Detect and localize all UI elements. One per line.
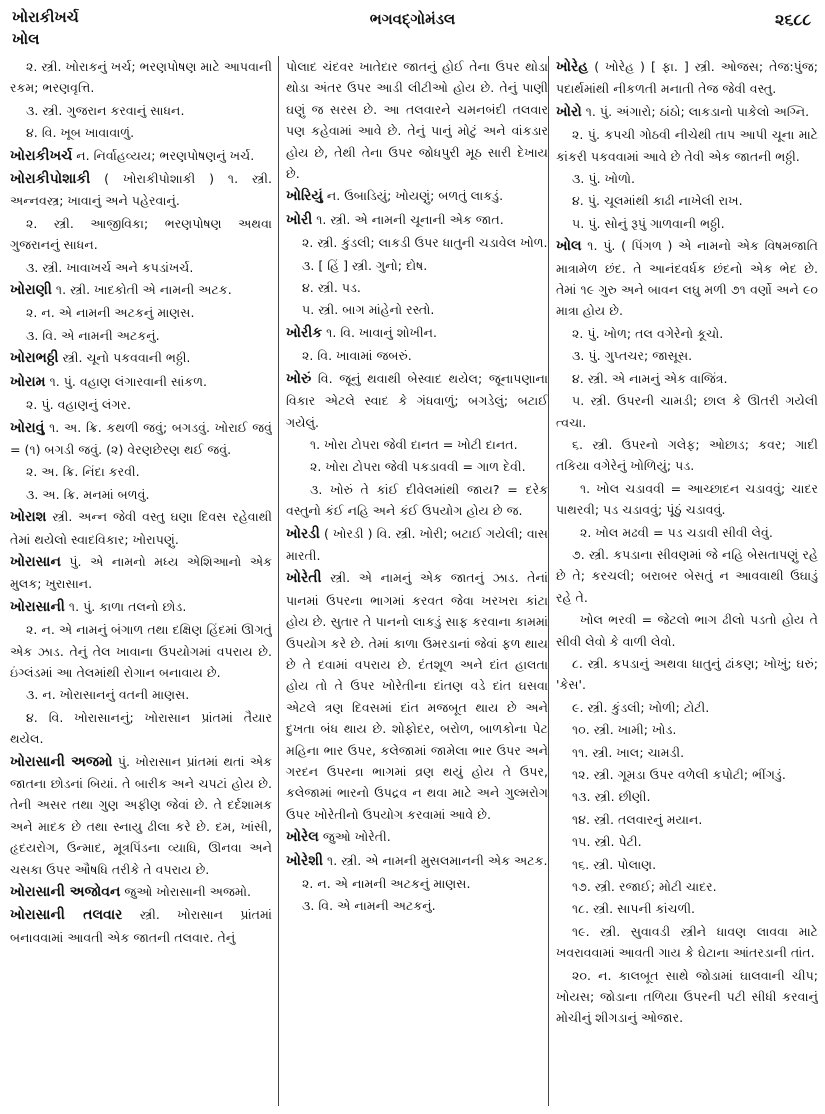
headword: ખોરો: [556, 103, 582, 120]
entry-sense: [556, 390, 818, 433]
definition-text: ૨. ન. એ નામની અટકનું માણસ.: [26, 305, 195, 321]
entry-sense: [286, 232, 548, 253]
entry-sense: [556, 854, 818, 875]
entry-sense: [286, 434, 548, 455]
definition-text: ૧૫. સ્ત્રી. પેટી.: [572, 834, 642, 850]
definition-text: પું. ખોરાસાન પ્રાંતમાં થતાં એક જાતના છોડનાં બિયાં. તે બારીક અને ચપટાં હોય છે. તેની અસર તથા ગુણ અફીણ જેવાં છે. તે દર્દશામક અને માદક છે તથા સ્નાયુ ઢીલા કરે છે. દમ, ખાંસી, હૃદયરોગ, ઉન્માદ, મૂત્રપિંડના વ્યાધિ, ઊનવા અને ચસકા ઉપર ઔષધિ તરીકે તે વપરાય છે.: [10, 753, 272, 877]
definition-text: ૭. સ્ત્રી. કપડાના સીવણમાં જે નહિ બેસતાપણું રહે છે તે; કરચલી; બરાબર બેસતું ન આવવાથી ઉઘાડું રહે તે.: [556, 546, 818, 605]
entry-sense: [556, 742, 818, 763]
definition-text: ન. નિર્વાહવ્યય; ભરણપોષણનું ખર્ચ.: [72, 147, 255, 163]
definition-text: ૩. સ્ત્રી. ખાવાખર્ચ અને કપડાંખર્ચ.: [26, 259, 194, 275]
definition-text: ૮. સ્ત્રી. કપડાનું અથવા ધાતુનું ઢાંકણ; ખોખું; ઘરું; 'કેસ'.: [556, 655, 818, 693]
headword: ખોલ: [556, 238, 582, 255]
headword: ખોરી: [286, 211, 313, 228]
dictionary-entry: [10, 371, 272, 393]
definition-text: ( ખોરડી ) વિ. સ્ત્રી. ખોરી; બટાઈ ગયેલી; વાસ મારતી.: [286, 525, 548, 563]
definition-text: સ્ત્રી. અન્ન જેવી વસ્તુ ઘણા દિવસ રહેવાથી તેમાં થયેલો સ્વાદવિકાર; ખોરાપણું.: [10, 509, 272, 547]
headword: ખોરાસાની: [10, 598, 65, 615]
headword: ખોરિયું: [286, 188, 323, 205]
definition-text: ૧. વિ. ખાવાનું શોખીન.: [322, 324, 437, 340]
entry-sense: [10, 461, 272, 482]
definition-text: ૨. ન. એ નામનું બંગાળ તથા દક્ષિણ હિંદમાં ઊગતું એક ઝાડ. તેનું તેલ ખાવાના ઉપયોગમાં વપરાય છે. ઇંગ્લંડમાં આ તેલમાંથી રોગાન બનાવાય છે.: [10, 622, 272, 680]
definition-text: ૧૪. સ્ત્રી. તલવારનું મયાન.: [572, 811, 703, 827]
dictionary-entry: [286, 368, 548, 433]
dictionary-entry: [286, 850, 548, 872]
entry-sense: [556, 965, 818, 1029]
definition-text: ૯. સ્ત્રી. કુંડલી; ખોળી; ટોટી.: [572, 699, 710, 715]
definition-text: ૧. સ્ત્રી. ખાદકોતી એ નામની અટક.: [51, 282, 232, 298]
dictionary-entry: [286, 185, 548, 207]
dictionary-entry: [286, 826, 548, 848]
entry-sense: [10, 684, 272, 705]
headword: ખોરાશ: [10, 509, 47, 526]
dictionary-entry: [10, 168, 272, 212]
entry-sense: [556, 609, 818, 652]
entry-sense: [556, 697, 818, 718]
definition-text: ૨. વિ. ખાવામાં જબરું.: [302, 348, 412, 364]
definition-text: ૧. ખોરા ટોપરા જેવી દાનત = ખોટી દાનત.: [310, 436, 518, 452]
definition-text: ૧. અ. ક્રિ. કથળી જવું; બગડવું. ખોરાઈ જવું = (૧) બગડી જવું. (૨) વેરણછેરણ થઈ જવું.: [10, 419, 272, 457]
entry-sense: [10, 619, 272, 683]
definition-text: ૧. સ્ત્રી. એ નામની મુસલમાનની એક અટક.: [323, 852, 548, 868]
definition-text: ૧. પું. કાળા તલનો છોડ.: [64, 598, 187, 614]
page-header: [0, 6, 825, 52]
definition-text: ૫. સ્ત્રી. બાગ માંહેનો રસ્તો.: [302, 302, 435, 318]
definition-text: ૫. સ્ત્રી. ઉપરની ચામડી; છાલ કે ઊતરી ગયેલી ત્વચા.: [556, 393, 818, 430]
dictionary-entry: [286, 209, 548, 231]
definition-text: ( ખોરાકીપોશાકી ) ૧. સ્ત્રી. અન્નવસ્ત્ર; ખાવાનું અને પહેરવાનું.: [10, 171, 272, 209]
definition-text: ૨. પું. વહાણનું લંગર.: [26, 397, 132, 413]
dictionary-entry: [10, 279, 272, 301]
dictionary-entry: [556, 235, 818, 322]
definition-text: ૨. અ. ક્રિ. નિંદા કરવી.: [26, 464, 140, 480]
entry-sense: [10, 122, 272, 143]
entry-sense: [556, 831, 818, 852]
entry-sense: [10, 707, 272, 750]
entry-sense: [556, 544, 818, 608]
headword: ખોરેલ: [286, 829, 319, 846]
definition-text: ૨. ન. એ નામની અટકનું માણસ.: [302, 876, 471, 892]
definition-text: ૩. વિ. એ નામની અટકનું.: [302, 898, 436, 914]
entry-sense: [556, 168, 818, 189]
entry-sense: [556, 323, 818, 344]
definition-text: જુઓ ખોરાસાની અજમો.: [120, 884, 251, 900]
definition-text: ૧૯. સ્ત્રી. સુવાવડી સ્ત્રીને ધાવણ લાવવા માટે ખવરાવવામાં આવતી ગાય કે ઘેટાના આંતરડાની તાંત.: [556, 923, 818, 961]
entry-sense: [556, 719, 818, 740]
entry-sense: [10, 257, 272, 278]
definition-text: ૨. ખોલ મઢવી = પડ ચડાવી સીવી લેવું.: [580, 524, 773, 540]
definition-text: ૧. પું. ( પિંગળ ) એ નામનો એક વિષમજાતિ માત્રામેળ છંદ. તે આનંદવર્ધક છંદનો એક ભેદ છે. તેમાં ૧૯ ગુરુ અને બાવન લઘુ મળી ૭૧ વર્ણો અને ૯૦ માત્રા હોય છે.: [556, 238, 818, 319]
definition-text: ૨. પું. ખોળ; તલ વગેરેનો કૂચો.: [572, 325, 724, 341]
definition-text: ૧. સ્ત્રી. એ નામની ચૂનાની એક જાત.: [312, 211, 504, 227]
headword: ખોરાસાની તલવાર: [10, 907, 123, 924]
definition-text: ૧૭. સ્ત્રી. રજાઈ; મોટી ચાદર.: [572, 879, 717, 895]
headword: ખોરેહ: [556, 59, 589, 75]
entry-sense: [556, 876, 818, 897]
definition-text: ૩. વિ. એ નામની અટકનું.: [26, 327, 160, 343]
headword: ખોરાવું: [10, 419, 45, 436]
definition-text: ( ખોરેહ ) [ ફા. ] સ્ત્રી. ઓજસ; તેજ:પુંજ; પદાર્થમાંથી નીકળતી મનાતી તેજ જેવી વસ્તુ.: [556, 59, 818, 97]
dictionary-entry: [10, 596, 272, 618]
definition-text: ૨. ખોરા ટોપરા જેવી પકડાવવી = ગાળ દેવી.: [310, 459, 526, 475]
entry-sense: [10, 484, 272, 505]
entry-sense: [10, 302, 272, 323]
entry-sense: [556, 213, 818, 234]
headword: ખોરામ: [10, 373, 46, 390]
headword: ખોરાકીપોશાકી: [10, 171, 91, 188]
headword: ખોરાકીખર્ચ: [10, 147, 73, 164]
definition-text: ખોલ ભરવી = જેટલો ભાગ ઢીલો પડતો હોય તે સીવી લેવો કે વાળી લેવો.: [556, 612, 818, 649]
entry-sense: [556, 124, 818, 167]
entry-sense: [556, 921, 818, 964]
definition-text: ૩. અ. ક્રિ. મનમાં બળવું.: [26, 486, 150, 502]
definition-text: પોલાદ ચંદવર ખાતેદાર જાતનું હોઈ તેના ઉપર થોડા થોડા અંતર ઉપર આડી લીટીઓ હોય છે. તેનું પાણી ઘણું જ સરસ છે. આ તલવારને ચમનબંદી તલવાર પણ કહેવામાં આવે છે. તેનું પાનું મોટું અને વાંકડાર હોય છે, તેથી તેના ઉપર જોધપુરી મૂઠ સારી દેખાય છે.: [286, 59, 548, 182]
entry-sense: [286, 277, 548, 298]
dictionary-entry: [10, 881, 272, 903]
definition-text: વિ. જૂનું થવાથી બેસ્વાદ થયેલ; જૂનાપણાના વિકાર એટલે સ્વાદ કે ગંધવાળું; બગડેલું; બટાઈ ગયેલું.: [286, 370, 548, 430]
definition-text: ૫. પું. સોનું રૂપું ગાળવાની ભઠ્ઠી.: [572, 215, 725, 231]
entry-sense: [286, 255, 548, 276]
headword: ખોરાસાન: [10, 553, 61, 570]
definition-text: ૨. સ્ત્રી. આજીવિકા; ભરણપોષણ અથવા ગુજરાનનું સાધન.: [10, 215, 272, 253]
headword: ખોરેશી: [286, 852, 324, 869]
dictionary-entry: [10, 347, 272, 369]
definition-text: ૪. સ્ત્રી. એ નામનું એક વાજિંત્ર.: [572, 370, 728, 386]
dictionary-entry: [286, 322, 548, 344]
definition-text: ૩. પું. ગુપ્તચર; જાસૂસ.: [572, 348, 693, 364]
definition-text: ૩. [ હિં ] સ્ત્રી. ગુનો; દોષ.: [302, 257, 428, 273]
entry-sense: [10, 213, 272, 256]
headword: ખોરાભઠ્ઠી: [10, 350, 59, 367]
definition-text: ૧. ખોલ ચડાવવી = આચ્છાદન ચડાવવું; ચાદર પાથરવી; પડ ચડાવવું; પૂંઠું ચડાવવું.: [556, 480, 818, 518]
entry-sense: [10, 325, 272, 346]
entry-sense: [556, 764, 818, 785]
dictionary-entry: [556, 101, 818, 123]
entry-sense: [556, 345, 818, 366]
definition-text: ૨. સ્ત્રી. કુંડલી; લાકડી ઉપર ધાતુની ચડાવેલ ખોળ.: [302, 235, 548, 251]
entry-sense: [10, 56, 272, 99]
definition-text: ૧૨. સ્ત્રી. ગૂમડા ઉપર વળેલી કપોટી; ભીંગડું.: [572, 767, 786, 782]
guide-word-last: ખોલ: [12, 30, 40, 48]
definition-text: ૧. પું. વહાણ લંગારવાની સાંકળ.: [45, 373, 208, 389]
definition-text: ૧૩. સ્ત્રી. છીણી.: [572, 789, 651, 805]
book-title: ભગવદ્ગોમંડલ: [369, 10, 456, 28]
entry-sense: [556, 478, 818, 521]
definition-text: ૧૧. સ્ત્રી. ખાલ; ચામડી.: [572, 744, 685, 760]
dictionary-entry: [286, 523, 548, 567]
entry-sense: [556, 434, 818, 477]
definition-text: સ્ત્રી. એ નામનું એક જાતનું ઝાડ. તેનાં પાનમાં ઉપરના ભાગમાં કરવત જેવા ખરખરા કાંટા હોય છે. સુતાર તે પાનનો લાકડું સાફ કરવાના કામમાં ઉપયોગ કરે છે. તેમાં કાળા ઉમરડાનાં જેવાં ફળ થાય છે તે દવામાં વપરાય છે. દંતશૂળ અને દાંત હાલતા હોય તો તે ઉપર ખોરેતીના દાંતણ વડે દાંત ઘસવા એટલે ત્રણ દિવસમાં દાંત મજબૂત થાય છે અને દુખતા બંધ થાય છે. શોફોદર, બરોળ, બાળકોના પેટ મહિના ભાર ઉપર, કલેજામાં જામેલા ભાર ઉપર અને ગરદન ઉપરના ભાગમાં વ્રણ થયું હોય તે ઉપર, કલેજામાં ભારનો ઉપદ્રવ ન થવા માટે અને ગુલ્મરોગ ઉપર ખોરેતીનો ઉપયોગ કરવામાં આવે છે.: [286, 570, 548, 822]
entry-sense: [556, 653, 818, 696]
headword: ખોરીક: [286, 324, 323, 341]
definition-text: ૨. સ્ત્રી. ખોરાકનું ખર્ચ; ભરણપોષણ માટે આપવાની રકમ; ભરણવૃત્તિ.: [10, 59, 272, 96]
definition-text: ૨. પું. કપચી ગોઠવી નીચેથી તાપ આપી ચૂના માટે કાંકરી પકવવામાં આવે છે તેવી એક જાતની ભઠ્ઠી.: [556, 127, 818, 164]
definition-text: સ્ત્રી. ખોરાસાન પ્રાંતમાં બનાવવામાં આવતી એક જાતની તલવાર. તેનું: [10, 907, 272, 945]
entry-sense: [556, 786, 818, 807]
headword: ખોરું: [286, 370, 312, 387]
dictionary-entry: [10, 551, 272, 595]
entry-sense: [556, 522, 818, 543]
definition-text: ૪. પું. ચૂલમાંથી કાઢી નાખેલી રાખ.: [572, 193, 743, 209]
entry-sense: [556, 368, 818, 389]
definition-text: ન. ઉબાડિયું; ખોયણું; બળતું લાકડું.: [322, 188, 504, 204]
dictionary-entry: [10, 506, 272, 550]
entry-sense: [286, 345, 548, 366]
entry-sense: [10, 394, 272, 415]
dictionary-column-3: [556, 56, 818, 1108]
page-number: ૨૬૮૮: [775, 10, 811, 29]
definition-text: ૪. વિ. ખૂબ ખાવાવાળું.: [26, 125, 135, 141]
dictionary-entry: [286, 567, 548, 825]
entry-sense: [556, 190, 818, 211]
entry-sense: [286, 456, 548, 477]
dictionary-entry: [10, 417, 272, 461]
entry-sense: [556, 809, 818, 830]
headword: ખોરાણી: [10, 282, 52, 299]
definition-text: ૧. પું. અંગારો; ઠાંઠો; લાકડાનો પાકેલો અગ્નિ.: [581, 103, 810, 119]
definition-text: ૪. સ્ત્રી. પડ.: [302, 280, 361, 296]
dictionary-entry: [556, 56, 818, 100]
entry-sense: [286, 873, 548, 894]
headword: ખોરાસાની અજોવન: [10, 884, 121, 901]
column-divider: [548, 56, 549, 1106]
entry-sense: [286, 895, 548, 916]
entry-sense: [556, 898, 818, 919]
definition-text: ૪. વિ. ખોરાસાનનું; ખોરાસાન પ્રાંતમાં તૈયાર થયેલ.: [10, 709, 272, 747]
definition-text: ૩. ખોરું તે કાંઈ દીવેલમાંથી જાય? = દરેક વસ્તુનો કંઈ નહિ અને કંઈ ઉપયોગ હોય છે જ.: [286, 481, 548, 519]
definition-text: ૩. ન. ખોરાસાનનું વતની માણસ.: [26, 687, 190, 703]
definition-text: ૧૮. સ્ત્રી. સાપની કાંચળી.: [572, 901, 696, 917]
guide-word-first: ખોરાકીખર્ચ: [12, 8, 79, 26]
definition-text: ૧૬. સ્ત્રી. પોલાણ.: [572, 856, 657, 872]
entry-sense: [286, 479, 548, 522]
dictionary-column-1: [10, 56, 272, 1108]
definition-text: ૬. સ્ત્રી. ઉપરનો ગલેફ; ઓછાડ; કવર; ગાદી તકિયા વગેરેનું ખોળિયું; પડ.: [556, 436, 818, 474]
dictionary-entry: [10, 751, 272, 880]
headword: ખોરાસાની અજમો: [10, 753, 113, 770]
dictionary-entry: [10, 904, 272, 948]
definition-text: ૨૦. ન. કાલબૂત સાથે જોડામાં ઘાલવાની ચીપ; ખોયસ; જોડાના તળિયા ઉપરની પટી સીધી કરવાનું મોચીનું શીગડાનું ઓજાર.: [556, 967, 818, 1026]
headword: ખોરડી: [286, 525, 320, 542]
definition-text: પું. એ નામનો મધ્ય એશિઆનો એક મુલક; ખુરાસાન.: [10, 553, 272, 592]
definition-text: સ્ત્રી. ચૂનો પકવવાની ભઠ્ઠી.: [58, 350, 191, 366]
dictionary-entry: [10, 145, 272, 167]
entry-sense: [10, 100, 272, 121]
definition-text: ૩. પું. ખોળો.: [572, 171, 636, 187]
column-divider: [278, 56, 279, 1106]
definition-text: જુઓ ખોરેતી.: [318, 829, 391, 845]
definition-text: ૩. સ્ત્રી. ગુજરાન કરવાનું સાધન.: [26, 102, 185, 118]
entry-sense: [286, 56, 548, 184]
entry-sense: [286, 299, 548, 320]
definition-text: ૧૦. સ્ત્રી. ખામી; ખોડ.: [572, 722, 677, 738]
dictionary-column-2: [286, 56, 548, 1108]
headword: ખોરેતી: [286, 570, 322, 587]
